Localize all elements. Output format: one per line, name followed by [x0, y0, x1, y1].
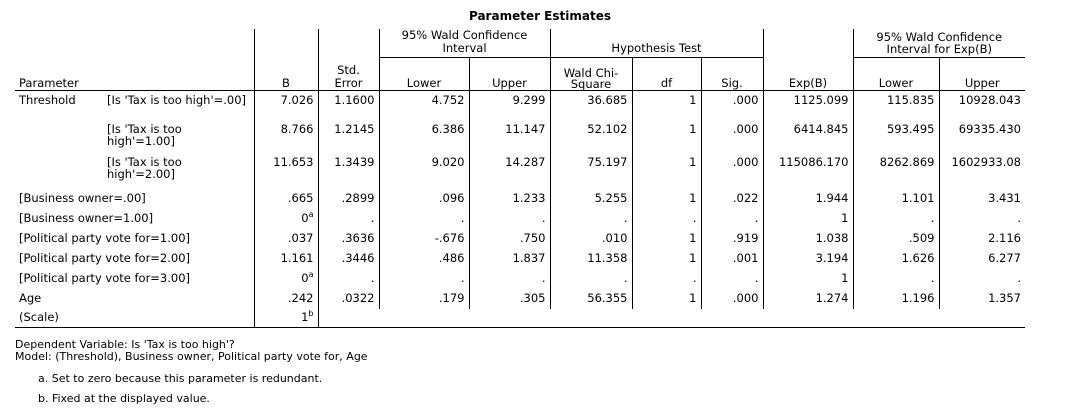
cell-wald: 36.685	[550, 91, 632, 123]
cell-ci-exp-lower: .509	[853, 229, 939, 249]
cell-b: .665	[287, 191, 314, 205]
cell-ci-exp-lower: 8262.869	[853, 156, 939, 189]
cell-df: 1	[632, 156, 701, 189]
cell-std-error: 1.3439	[318, 156, 379, 189]
table-row	[15, 209, 1025, 229]
cell-sig: .001	[701, 249, 763, 269]
cell-df: 1	[632, 249, 701, 269]
dependent-variable-note: Dependent Variable: Is 'Tax is too high'?	[15, 338, 235, 351]
cell-wald: 5.255	[550, 189, 632, 209]
cell-exp-b: 1	[763, 269, 853, 289]
row-label: [Is 'Tax is too high'=2.00]	[103, 156, 254, 189]
cell-ci-lower: 9.020	[379, 156, 469, 189]
cell-df: 1	[632, 123, 701, 156]
cell-ci-exp-upper: 2.116	[988, 231, 1021, 245]
footnote-a: a. Set to zero because this parameter is redundant.	[38, 372, 323, 385]
cell-ci-exp-upper: 69335.430	[958, 121, 1021, 136]
table-row	[15, 156, 1025, 189]
cell-std-error: 1.1600	[318, 91, 379, 123]
cell-b: 0	[301, 271, 309, 285]
cell-ci-exp-lower: 1.196	[853, 289, 939, 309]
cell-ci-upper: 1.233	[469, 189, 550, 209]
cell-ci-upper: .	[469, 269, 550, 289]
header-exp-b: Exp(B)	[763, 29, 853, 91]
cell-exp-b: 1.274	[763, 289, 853, 309]
header-ci-upper: Upper	[469, 58, 550, 91]
cell-ci-lower: 4.752	[379, 91, 469, 123]
row-label: [Is 'Tax is too high'=1.00]	[103, 123, 254, 156]
parameter-estimates-table	[15, 29, 1025, 328]
header-sig: Sig.	[701, 58, 763, 91]
cell-ci-lower: .486	[379, 249, 469, 269]
cell-ci-upper: 9.299	[469, 91, 550, 123]
cell-wald: 11.358	[550, 249, 632, 269]
table-row	[15, 189, 1025, 209]
cell-ci-exp-upper: 10928.043	[958, 93, 1021, 107]
footnote-marker: a	[308, 210, 314, 220]
cell-sig: .	[701, 269, 763, 289]
header-ci-exp-lower: Lower	[853, 58, 939, 91]
cell-sig: .000	[701, 123, 763, 156]
cell-ci-lower: .096	[379, 189, 469, 209]
cell-exp-b: 115086.170	[763, 156, 853, 189]
cell-exp-b: 1.944	[763, 189, 853, 209]
cell-ci-upper: 14.287	[469, 156, 550, 189]
cell-ci-exp-lower: .	[853, 209, 939, 229]
cell-std-error: 1.2145	[318, 123, 379, 156]
cell-ci-lower: .179	[379, 289, 469, 309]
cell-b: 1.161	[280, 251, 314, 265]
cell-std-error: .3636	[318, 229, 379, 249]
cell-sig: .000	[701, 289, 763, 309]
table-row	[15, 269, 1025, 289]
table-row	[15, 249, 1025, 269]
cell-df: 1	[632, 289, 701, 309]
table-row	[15, 309, 1025, 328]
row-label: [Is 'Tax is too high'=.00]	[103, 91, 254, 123]
cell-wald: .	[550, 209, 632, 229]
row-label: Age	[15, 289, 254, 309]
cell-ci-exp-lower: 593.495	[853, 123, 939, 156]
header-hypothesis-group: Hypothesis Test	[550, 29, 763, 58]
cell-ci-upper: 11.147	[469, 123, 550, 156]
cell-ci-upper: 1.837	[469, 249, 550, 269]
cell-exp-b: 1	[763, 209, 853, 229]
cell-ci-upper: .305	[469, 289, 550, 309]
header-parameter: Parameter	[15, 29, 254, 91]
cell-wald: 75.197	[550, 156, 632, 189]
footnote-marker: a	[308, 270, 314, 280]
header-ci-lower: Lower	[379, 58, 469, 91]
table-row	[15, 91, 1025, 123]
cell-exp-b: 6414.845	[763, 123, 853, 156]
table-title: Parameter Estimates	[468, 9, 611, 23]
cell-ci-exp-upper: 1.357	[988, 291, 1021, 305]
cell-wald: .010	[550, 229, 632, 249]
cell-b: 0	[301, 211, 309, 225]
cell-exp-b: 3.194	[763, 249, 853, 269]
cell-b: .242	[287, 291, 314, 305]
header-std-error: Std. Error	[318, 29, 379, 91]
cell-ci-lower: -.676	[379, 229, 469, 249]
cell-b: 11.653	[273, 154, 314, 169]
cell-ci-exp-upper: .	[1017, 211, 1021, 225]
cell-ci-lower: 6.386	[379, 123, 469, 156]
header-b: B	[254, 29, 318, 91]
cell-b: 1	[301, 310, 309, 325]
cell-ci-exp-upper: 1602933.08	[951, 154, 1021, 169]
cell-wald: 56.355	[550, 289, 632, 309]
cell-std-error: .3446	[318, 249, 379, 269]
cell-ci-lower: .	[379, 269, 469, 289]
row-group-label: Threshold	[19, 93, 76, 107]
row-label: [Political party vote for=2.00]	[15, 249, 254, 269]
cell-sig: .000	[701, 156, 763, 189]
cell-ci-exp-lower: 1.101	[853, 189, 939, 209]
row-label: [Business owner=.00]	[15, 189, 254, 209]
cell-df: 1	[632, 229, 701, 249]
row-label: [Political party vote for=1.00]	[15, 229, 254, 249]
model-note: Model: (Threshold), Business owner, Political party vote for, Age	[15, 350, 368, 363]
cell-ci-upper: .750	[469, 229, 550, 249]
header-ci-exp-group: 95% Wald Confidence Interval for Exp(B)	[853, 29, 1025, 58]
footnote-marker: b	[308, 309, 314, 319]
cell-ci-exp-lower: .	[853, 269, 939, 289]
row-label: (Scale)	[15, 309, 254, 328]
cell-ci-exp-lower: 115.835	[853, 91, 939, 123]
cell-sig: .919	[701, 229, 763, 249]
cell-df: .	[632, 269, 701, 289]
cell-ci-exp-upper: 6.277	[988, 251, 1021, 265]
cell-std-error: .	[318, 269, 379, 289]
header-df: df	[632, 58, 701, 91]
cell-ci-upper: .	[469, 209, 550, 229]
cell-std-error: .2899	[318, 189, 379, 209]
cell-df: 1	[632, 189, 701, 209]
table-row	[15, 123, 1025, 156]
row-label: [Business owner=1.00]	[15, 209, 254, 229]
cell-b: .037	[287, 231, 314, 245]
cell-sig: .022	[701, 189, 763, 209]
cell-b: 8.766	[280, 121, 314, 136]
table-row	[15, 229, 1025, 249]
header-ci-exp-upper: Upper	[939, 58, 1025, 91]
footnote-b: b. Fixed at the displayed value.	[38, 392, 210, 405]
cell-sig: .000	[701, 91, 763, 123]
table-notes	[15, 339, 368, 363]
cell-exp-b: 1125.099	[763, 91, 853, 123]
table-row	[15, 289, 1025, 309]
header-ci-group: 95% Wald Confidence Interval	[379, 29, 550, 58]
header-wald: Wald Chi-Square	[550, 58, 632, 91]
cell-std-error: .	[318, 209, 379, 229]
cell-b: 7.026	[280, 93, 314, 107]
cell-df: .	[632, 209, 701, 229]
cell-ci-exp-upper: 3.431	[988, 191, 1021, 205]
cell-exp-b: 1.038	[763, 229, 853, 249]
cell-wald: 52.102	[550, 123, 632, 156]
cell-sig: .	[701, 209, 763, 229]
cell-ci-lower: .	[379, 209, 469, 229]
cell-std-error: .0322	[318, 289, 379, 309]
cell-ci-exp-lower: 1.626	[853, 249, 939, 269]
row-label: [Political party vote for=3.00]	[15, 269, 254, 289]
cell-df: 1	[632, 91, 701, 123]
cell-wald: .	[550, 269, 632, 289]
cell-ci-exp-upper: .	[1017, 271, 1021, 285]
